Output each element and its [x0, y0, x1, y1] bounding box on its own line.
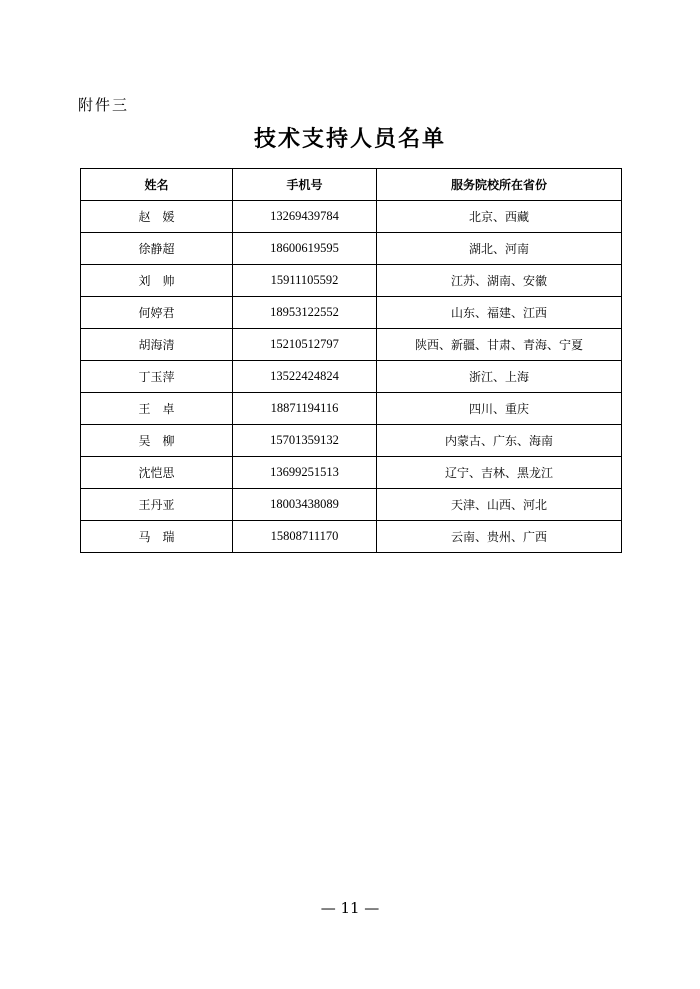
cell-phone: 13269439784: [233, 201, 377, 233]
cell-name: 丁玉萍: [81, 361, 233, 393]
cell-provinces: 湖北、河南: [377, 233, 622, 265]
cell-name: 沈恺思: [81, 457, 233, 489]
cell-provinces: 江苏、湖南、安徽: [377, 265, 622, 297]
header-provinces: 服务院校所在省份: [377, 169, 622, 201]
cell-phone: 18600619595: [233, 233, 377, 265]
cell-name: 马 瑞: [81, 521, 233, 553]
cell-name: 胡海清: [81, 329, 233, 361]
table-row: [81, 393, 622, 425]
cell-phone: 18953122552: [233, 297, 377, 329]
cell-provinces: 北京、西藏: [377, 201, 622, 233]
table-row: [81, 521, 622, 553]
cell-phone: 18871194116: [233, 393, 377, 425]
cell-provinces: 辽宁、吉林、黑龙江: [377, 457, 622, 489]
cell-phone: 15808711170: [233, 521, 377, 553]
cell-name: 徐静超: [81, 233, 233, 265]
cell-phone: 15210512797: [233, 329, 377, 361]
staff-table: [80, 168, 622, 553]
cell-name: 何婷君: [81, 297, 233, 329]
cell-phone: 15701359132: [233, 425, 377, 457]
table-row: [81, 329, 622, 361]
cell-name: 吴 柳: [81, 425, 233, 457]
cell-name: 刘 帅: [81, 265, 233, 297]
cell-name: 赵 媛: [81, 201, 233, 233]
cell-phone: 15911105592: [233, 265, 377, 297]
attachment-label: 附件三: [78, 96, 130, 114]
table-header-row: [81, 169, 622, 201]
header-name: 姓名: [81, 169, 233, 201]
table-row: [81, 425, 622, 457]
table-row: [81, 457, 622, 489]
cell-provinces: 天津、山西、河北: [377, 489, 622, 521]
cell-phone: 13522424824: [233, 361, 377, 393]
cell-provinces: 内蒙古、广东、海南: [377, 425, 622, 457]
page-number: — 11 —: [320, 899, 380, 917]
cell-phone: 13699251513: [233, 457, 377, 489]
table-row: [81, 233, 622, 265]
table-row: [81, 489, 622, 521]
cell-provinces: 浙江、上海: [377, 361, 622, 393]
page-title: 技术支持人员名单: [253, 126, 446, 152]
cell-provinces: 山东、福建、江西: [377, 297, 622, 329]
cell-name: 王丹亚: [81, 489, 233, 521]
header-phone: 手机号: [233, 169, 377, 201]
table-row: [81, 265, 622, 297]
cell-name: 王 卓: [81, 393, 233, 425]
cell-provinces: 陕西、新疆、甘肃、青海、宁夏: [377, 329, 622, 361]
cell-provinces: 云南、贵州、广西: [377, 521, 622, 553]
table-row: [81, 297, 622, 329]
table-row: [81, 361, 622, 393]
cell-phone: 18003438089: [233, 489, 377, 521]
table-row: [81, 201, 622, 233]
cell-provinces: 四川、重庆: [377, 393, 622, 425]
